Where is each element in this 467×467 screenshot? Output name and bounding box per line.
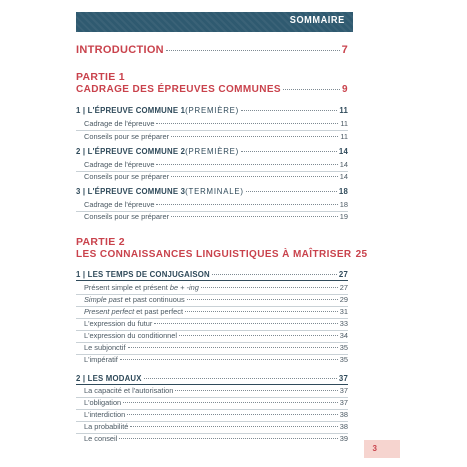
part-2-section-2[interactable]	[76, 374, 348, 383]
part-2-section-1[interactable]	[76, 270, 348, 279]
toc-item-page: 38	[339, 422, 348, 431]
section-label: 2 | L'ÉPREUVE COMMUNE 2	[76, 147, 186, 156]
toc-item[interactable]	[84, 398, 348, 407]
item-text-italic: Present perfect	[84, 307, 135, 316]
page-number-box	[364, 440, 400, 458]
section-label: 1 | L'ÉPREUVE COMMUNE 1	[76, 106, 186, 115]
part-1-page: 9	[342, 84, 348, 95]
toc-item-label: Conseils pour se préparer	[84, 132, 170, 141]
leader-dots	[144, 378, 337, 379]
toc-item[interactable]	[84, 355, 348, 364]
toc-item-page: 33	[339, 319, 348, 328]
toc-item-page: 27	[339, 283, 348, 292]
leader-dots	[156, 204, 337, 205]
section-page: 14	[338, 147, 348, 156]
part-2-title-row[interactable]	[76, 249, 368, 260]
leader-dots	[175, 390, 337, 391]
toc-item-label: L'expression du futur	[84, 319, 153, 328]
toc-item[interactable]	[84, 307, 348, 316]
toc-item-page: 34	[339, 331, 348, 340]
leader-dots	[127, 414, 338, 415]
toc-item-page: 18	[339, 200, 348, 209]
part-2-title: LES CONNAISSANCES LINGUISTIQUES À MAÎTRISER	[76, 249, 352, 260]
toc-item[interactable]	[84, 119, 348, 128]
toc-item[interactable]	[84, 410, 348, 419]
leader-dots	[283, 89, 340, 90]
part-1-title-row[interactable]	[76, 84, 348, 95]
item-text-italic: Simple past	[84, 295, 123, 304]
section-suffix: (TERMINALE)	[185, 187, 244, 196]
leader-dots	[185, 311, 338, 312]
part-1-title: CADRAGE DES ÉPREUVES COMMUNES	[76, 84, 281, 95]
toc-item-label: L'obligation	[84, 398, 122, 407]
leader-dots	[246, 191, 337, 192]
toc-introduction[interactable]	[76, 44, 348, 56]
toc-item[interactable]	[84, 319, 348, 328]
toc-introduction-label: INTRODUCTION	[76, 44, 164, 56]
toc-item-label: L'expression du conditionnel	[84, 331, 178, 340]
leader-dots	[171, 136, 338, 137]
toc-item-label: Cadrage de l'épreuve	[84, 160, 155, 169]
toc-item[interactable]	[84, 132, 348, 141]
part-1-section-3[interactable]	[76, 187, 348, 196]
leader-dots	[187, 299, 338, 300]
leader-dots	[171, 176, 338, 177]
leader-dots	[130, 426, 337, 427]
leader-dots	[154, 323, 337, 324]
toc-item-label: Le subjonctif	[84, 343, 126, 352]
part-1-section-2[interactable]	[76, 147, 348, 156]
page-number: 3	[372, 444, 377, 453]
part-2-page: 25	[355, 249, 368, 260]
toc-item-label: La probabilité	[84, 422, 129, 431]
toc-item[interactable]	[84, 212, 348, 221]
toc-item[interactable]	[84, 283, 348, 292]
section-label: 1 | LES TEMPS DE CONJUGAISON	[76, 270, 210, 279]
toc-item-label: L'interdiction	[84, 410, 126, 419]
toc-item-page: 11	[340, 119, 348, 128]
toc-item-page: 35	[339, 343, 348, 352]
toc-item[interactable]	[84, 343, 348, 352]
toc-item-page: 37	[339, 398, 348, 407]
leader-dots	[212, 274, 337, 275]
toc-item[interactable]	[84, 200, 348, 209]
toc-item-label: Conseils pour se préparer	[84, 172, 170, 181]
leader-dots	[120, 359, 338, 360]
toc-item-page: 14	[339, 172, 348, 181]
toc-introduction-page: 7	[341, 44, 348, 56]
item-text: et past perfect	[134, 307, 184, 316]
toc-item[interactable]	[84, 434, 348, 443]
section-suffix: (PREMIÈRE)	[185, 106, 240, 115]
toc-item-label: Conseils pour se préparer	[84, 212, 170, 221]
toc-item-page: 29	[339, 295, 348, 304]
leader-dots	[156, 123, 338, 124]
leader-dots	[241, 151, 337, 152]
part-2-label: PARTIE 2	[76, 236, 125, 248]
toc-item-label: La capacité et l'autorisation	[84, 386, 174, 395]
sommaire-banner	[76, 12, 353, 32]
section-rule	[76, 384, 348, 385]
toc-item[interactable]	[84, 295, 348, 304]
toc-item[interactable]	[84, 331, 348, 340]
toc-item-page: 38	[339, 410, 348, 419]
item-text-italic: be + -ing	[169, 283, 199, 292]
toc-item-page: 35	[339, 355, 348, 364]
section-page: 18	[338, 187, 348, 196]
leader-dots	[119, 438, 337, 439]
leader-dots	[179, 335, 338, 336]
leader-dots	[128, 347, 338, 348]
toc-item-page: 37	[339, 386, 348, 395]
leader-dots	[166, 50, 340, 51]
banner-title: SOMMAIRE	[289, 15, 345, 26]
toc-item-page: 14	[339, 160, 348, 169]
section-page: 27	[338, 270, 348, 279]
separator	[76, 130, 348, 131]
toc-item[interactable]	[84, 172, 348, 181]
item-text: Présent simple et présent	[84, 283, 170, 292]
toc-item[interactable]	[84, 160, 348, 169]
leader-dots	[241, 110, 337, 111]
leader-dots	[201, 287, 338, 288]
leader-dots	[123, 402, 338, 403]
toc-item-label: L'impératif	[84, 355, 118, 364]
toc-item-label: Le conseil	[84, 434, 118, 443]
toc-item-label: Cadrage de l'épreuve	[84, 119, 155, 128]
toc-item-page: 39	[339, 434, 348, 443]
section-page: 11	[339, 106, 348, 115]
toc-item-label: Cadrage de l'épreuve	[84, 200, 155, 209]
toc-item-page: 11	[340, 132, 348, 141]
leader-dots	[171, 216, 338, 217]
part-1-label: PARTIE 1	[76, 71, 125, 83]
toc-item[interactable]	[84, 422, 348, 431]
section-page: 37	[338, 374, 348, 383]
item-text: et past continuous	[122, 295, 185, 304]
toc-item[interactable]	[84, 386, 348, 395]
section-label: 2 | LES MODAUX	[76, 374, 142, 383]
leader-dots	[156, 164, 337, 165]
toc-item-page: 31	[339, 307, 348, 316]
toc-item-page: 19	[339, 212, 348, 221]
section-rule	[76, 280, 348, 281]
section-label: 3 | L'ÉPREUVE COMMUNE 3	[76, 187, 186, 196]
part-1-section-1[interactable]	[76, 106, 348, 115]
section-suffix: (PREMIÈRE)	[185, 147, 240, 156]
